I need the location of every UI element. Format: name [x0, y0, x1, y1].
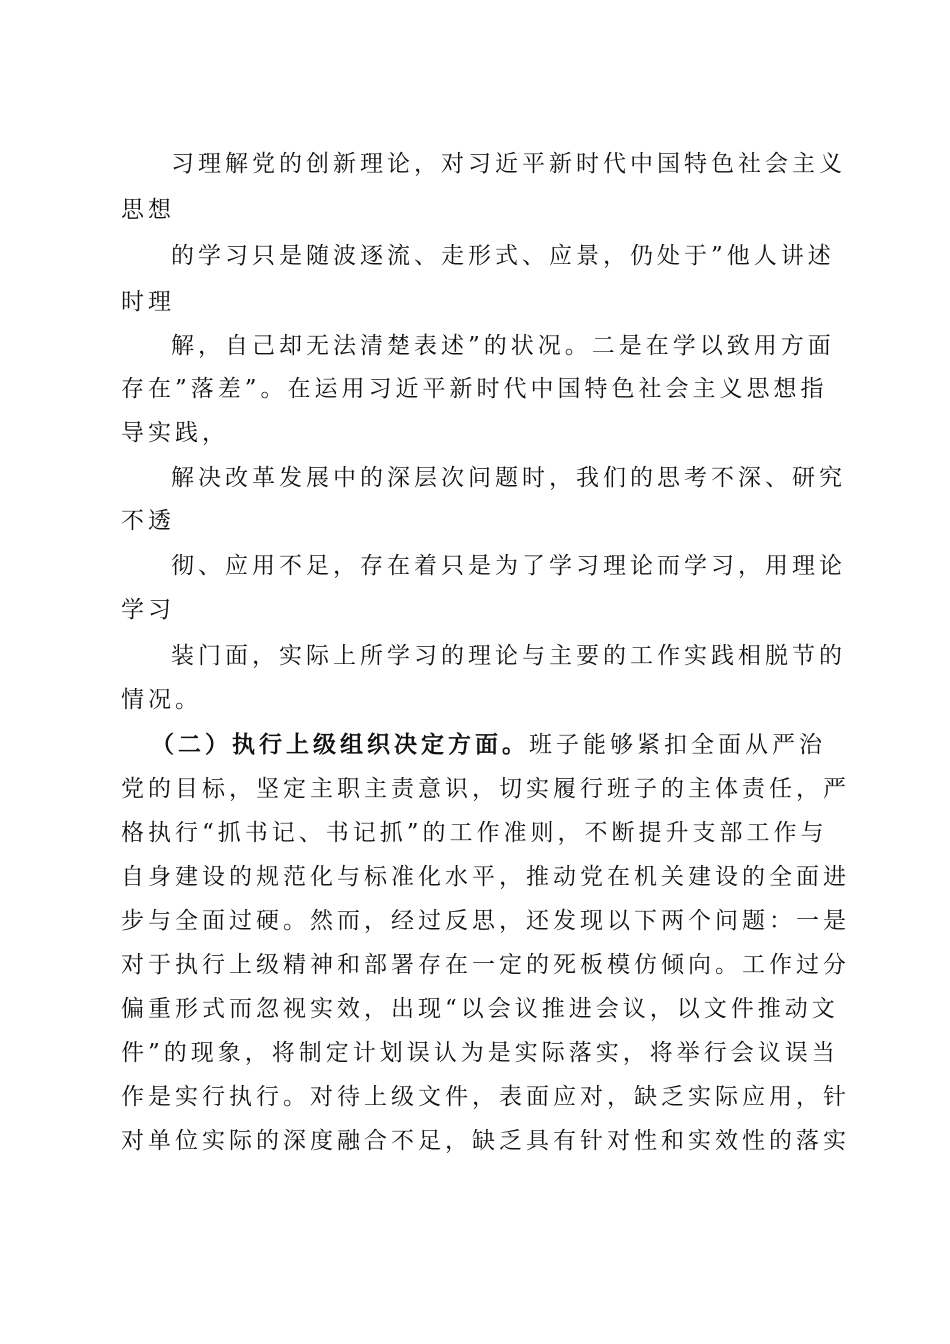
text-line: 件”的现象，将制定计划误认为是实际落实，将举行会议误当 — [121, 1040, 839, 1066]
text-line: 时理 — [121, 289, 175, 315]
text-line: 情况。 — [121, 687, 202, 713]
text-line: 习理解党的创新理论，对习近平新时代中国特色社会主义 — [171, 151, 846, 177]
text-line: 不透 — [121, 508, 175, 534]
section-first-line: 班子能够紧扣全面从严治 — [529, 732, 826, 758]
text-line: 对于执行上级精神和部署存在一定的死板模仿倾向。工作过分 — [121, 952, 850, 978]
text-line: 导实践， — [121, 420, 229, 446]
text-line: 彻、应用不足，存在着只是为了学习理论而学习，用理论 — [171, 553, 846, 579]
text-line: 格执行“抓书记、书记抓”的工作准则，不断提升支部工作与 — [121, 820, 828, 846]
text-line: 解决改革发展中的深层次问题时，我们的思考不深、研究 — [171, 465, 846, 491]
text-line: 学习 — [121, 597, 175, 623]
text-line: 作是实行执行。对待上级文件，表面应对，缺乏实际应用，针 — [121, 1084, 850, 1110]
text-line: 思想 — [121, 197, 175, 223]
text-line: 的学习只是随波逐流、走形式、应景，仍处于”他人讲述 — [171, 243, 835, 269]
text-line: 自身建设的规范化与标准化水平，推动党在机关建设的全面进 — [121, 864, 850, 890]
section-heading-line — [151, 722, 826, 768]
text-line: 对单位实际的深度融合不足，缺乏具有针对性和实效性的落实 — [121, 1128, 850, 1154]
text-line: 党的目标，坚定主职主责意识，切实履行班子的主体责任，严 — [121, 776, 850, 802]
section-heading: （二）执行上级组织决定方面。 — [151, 731, 529, 758]
text-line: 偏重形式而忽视实效，出现“以会议推进会议，以文件推动文 — [121, 996, 839, 1022]
text-line: 解，自己却无法清楚表述”的状况。二是在学以致用方面 — [171, 333, 835, 359]
text-line: 步与全面过硬。然而，经过反思，还发现以下两个问题：一是 — [121, 908, 850, 934]
text-line: 存在”落差”。在运用习近平新时代中国特色社会主义思想指 — [121, 376, 828, 402]
text-line: 装门面，实际上所学习的理论与主要的工作实践相脱节的 — [171, 643, 846, 669]
